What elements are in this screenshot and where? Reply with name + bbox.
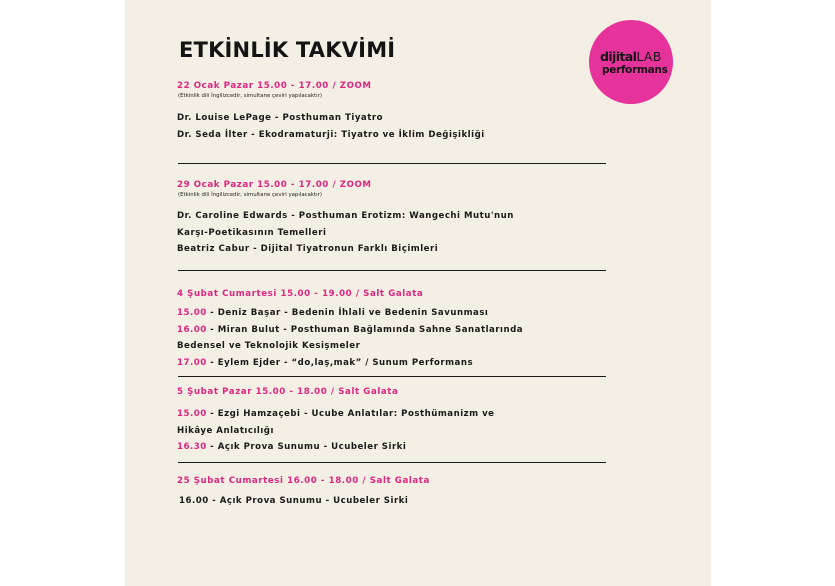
event-block-4 <box>177 386 617 456</box>
event-heading: 22 Ocak Pazar 15.00 - 17.00 / ZOOM <box>177 81 372 91</box>
event-block-5 <box>177 475 617 510</box>
event-item: Dr. Louise LePage - Posthuman Tiyatro <box>177 113 383 123</box>
event-heading: 5 Şubat Pazar 15.00 - 18.00 / Salt Galata <box>177 387 399 397</box>
event-item: Bedensel ve Teknolojik Kesişmeler <box>177 341 361 351</box>
section-divider <box>178 270 606 271</box>
event-note: (Etkinlik dili İngilizcedir, simultane çeviri yapılacaktır) <box>178 93 322 99</box>
event-item: 16.30 - Açık Prova Sunumu - Ucubeler Sirki <box>177 442 407 452</box>
section-divider <box>178 163 606 164</box>
event-item: 15.00 - Deniz Başar - Bedenin İhlali ve Bedenin Savunması <box>177 308 489 318</box>
event-item: Beatriz Cabur - Dijital Tiyatronun Farklı Biçimleri <box>177 244 439 254</box>
event-note: (Etkinlik dili İngilizcedir, simultane çeviri yapılacaktır) <box>178 192 322 198</box>
event-block-2 <box>177 179 617 258</box>
section-divider <box>178 462 606 463</box>
event-item: 16.00 - Açık Prova Sunumu - Ucubeler Sirki <box>179 496 409 506</box>
event-item: Karşı-Poetikasının Temelleri <box>177 227 327 238</box>
event-heading: 29 Ocak Pazar 15.00 - 17.00 / ZOOM <box>177 180 372 190</box>
event-item: Dr. Caroline Edwards - Posthuman Erotizm: Wangechi Mutu'nun <box>177 211 514 221</box>
event-item: Dr. Seda İlter - Ekodramaturji: Tiyatro ve İklim Değişikliği <box>177 129 485 140</box>
page-title: ETKİNLİK TAKVİMİ <box>179 38 396 62</box>
section-divider <box>178 376 606 377</box>
event-heading: 25 Şubat Cumartesi 16.00 - 18.00 / Salt Galata <box>177 476 430 486</box>
logo-line-1: dijitalLAB <box>600 49 662 64</box>
event-item: 16.00 - Miran Bulut - Posthuman Bağlamında Sahne Sanatlarında <box>177 324 524 335</box>
event-item: 17.00 - Eylem Ejder - “do,laş,mak” / Sunum Performans <box>177 357 474 368</box>
event-calendar-poster <box>125 0 711 586</box>
event-item: 15.00 - Ezgi Hamzaçebi - Ucube Anlatılar: Posthümanizm ve <box>177 409 495 419</box>
event-block-3 <box>177 288 617 371</box>
event-item: Hikâye Anlatıcılığı <box>177 425 274 436</box>
event-heading: 4 Şubat Cumartesi 15.00 - 19.00 / Salt Galata <box>177 289 424 299</box>
logo-line-2: performans <box>602 64 668 76</box>
event-block-1 <box>177 80 617 143</box>
